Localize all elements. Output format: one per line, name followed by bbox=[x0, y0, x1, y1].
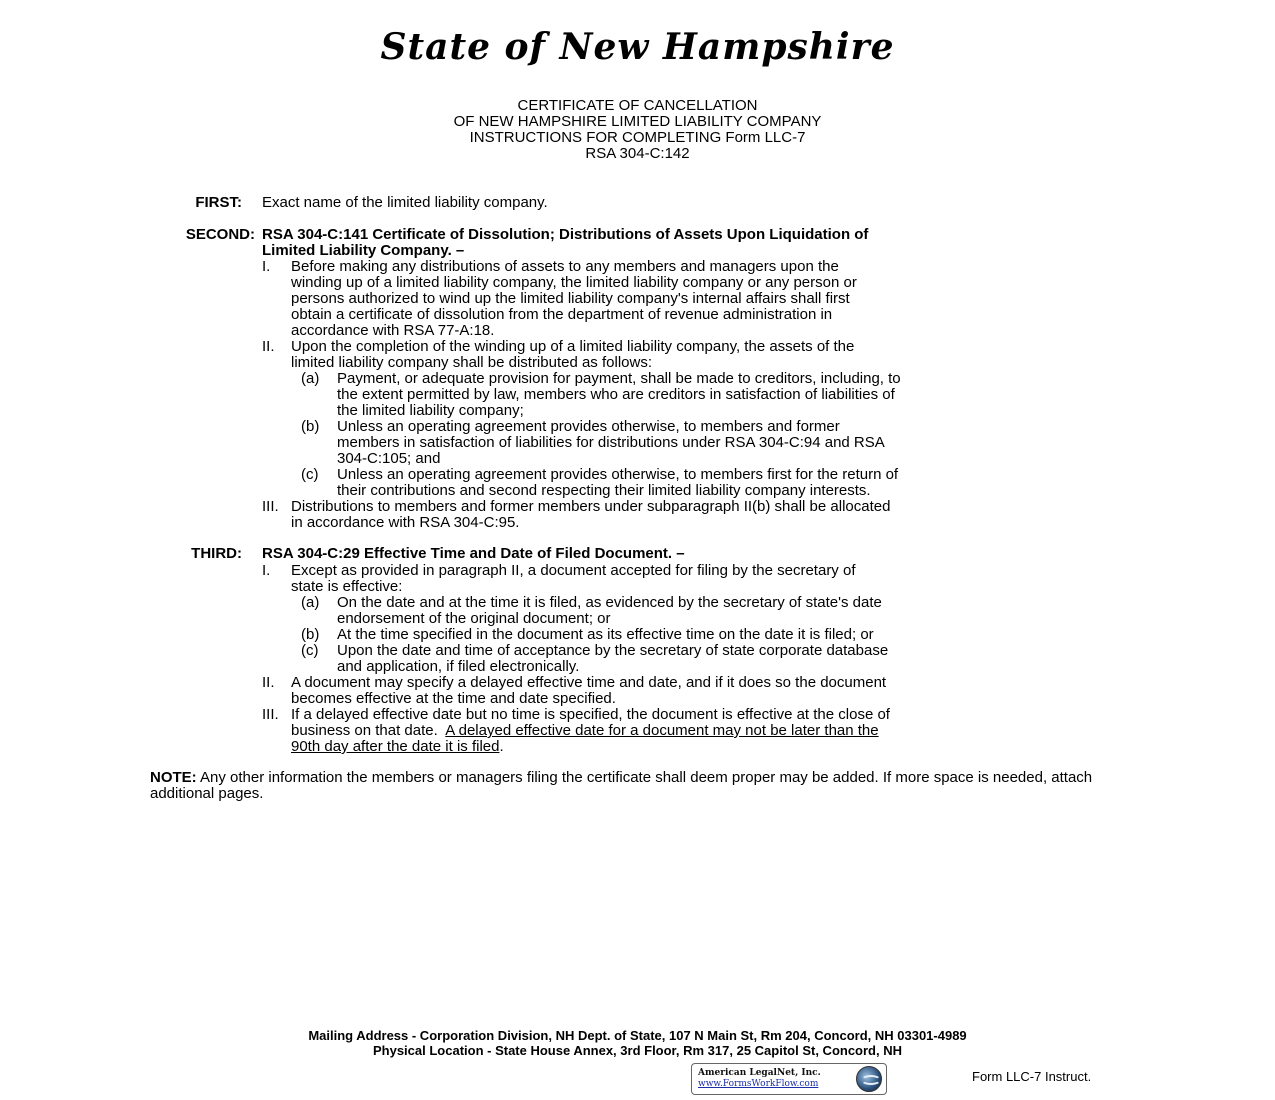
item-line: the extent permitted by law, members who are creditors in satisfaction of liabilities of bbox=[337, 386, 895, 403]
item-text: business on that date. bbox=[291, 722, 446, 739]
subtitle-line: RSA 304-C:142 bbox=[585, 145, 690, 162]
item-line: winding up of a limited liability company, the limited liability company or any person or bbox=[291, 274, 857, 291]
item-line: persons authorized to wind up the limited liability company's internal affairs shall first bbox=[291, 290, 850, 307]
underlined-text: 90th day after the date it is filed bbox=[291, 738, 500, 755]
sub-item-letter: (b) bbox=[301, 418, 320, 435]
sub-item-letter: (a) bbox=[301, 594, 320, 611]
document-subtitle bbox=[0, 98, 1275, 162]
item-line: limited liability company shall be distributed as follows: bbox=[291, 354, 652, 371]
item-line: Payment, or adequate provision for payment, shall be made to creditors, including, to bbox=[337, 370, 901, 387]
sub-item-letter: (c) bbox=[301, 466, 319, 483]
physical-location: Physical Location - State House Annex, 3rd Floor, Rm 317, 25 Capitol St, Concord, NH bbox=[372, 1043, 902, 1058]
item-line: If a delayed effective date but no time is specified, the document is effective at the close of bbox=[291, 706, 890, 723]
logo-company-name: American LegalNet, Inc. bbox=[698, 1068, 821, 1078]
item-line: At the time specified in the document as its effective time on the date it is filed; or bbox=[337, 626, 874, 643]
page-title: State of New Hampshire bbox=[380, 26, 895, 68]
item-line: Upon the date and time of acceptance by the secretary of state corporate database bbox=[337, 642, 889, 659]
item-line: Distributions to members and former members under subparagraph II(b) shall be allocated bbox=[291, 498, 891, 515]
section-label: FIRST: bbox=[195, 194, 242, 211]
item-number: I. bbox=[262, 258, 271, 275]
section-heading: RSA 304-C:29 Effective Time and Date of Filed Document. – bbox=[262, 545, 685, 562]
section-label: SECOND: bbox=[185, 226, 255, 243]
section-heading: RSA 304-C:141 Certificate of Dissolution; Distributions of Assets Upon Liquidation of bbox=[262, 226, 869, 243]
item-text: . bbox=[499, 738, 504, 755]
item-line: Except as provided in paragraph II, a document accepted for filing by the secretary of bbox=[291, 562, 856, 579]
sub-item-letter: (b) bbox=[301, 626, 320, 643]
item-line: Unless an operating agreement provides otherwise, to members first for the return of bbox=[337, 466, 899, 483]
item-line: 304-C:105; and bbox=[337, 450, 441, 467]
item-number: II. bbox=[262, 674, 275, 691]
item-number: III. bbox=[262, 498, 279, 515]
item-line: Before making any distributions of assets to any members and managers upon the bbox=[291, 258, 839, 275]
publisher-logo[interactable] bbox=[691, 1063, 887, 1095]
subtitle-line: CERTIFICATE OF CANCELLATION bbox=[517, 97, 758, 114]
logo-link[interactable]: www.FormsWorkFlow.com bbox=[698, 1079, 819, 1089]
item-line: endorsement of the original document; or bbox=[337, 610, 611, 627]
globe-icon bbox=[856, 1066, 882, 1092]
item-line: obtain a certificate of dissolution from the department of revenue administration in bbox=[291, 306, 833, 323]
item-line: A document may specify a delayed effective time and date, and if it does so the document bbox=[291, 674, 887, 691]
item-line: in accordance with RSA 304-C:95. bbox=[291, 514, 520, 531]
section-label: THIRD: bbox=[191, 545, 242, 562]
section-text: Exact name of the limited liability company. bbox=[262, 194, 548, 211]
item-number: II. bbox=[262, 338, 275, 355]
note-label: NOTE: bbox=[150, 769, 197, 786]
item-number: I. bbox=[262, 562, 271, 579]
underlined-text: A delayed effective date for a document may not be later than the bbox=[445, 722, 879, 739]
item-line bbox=[291, 723, 879, 739]
section-heading: Limited Liability Company. – bbox=[262, 242, 465, 259]
subtitle-line: OF NEW HAMPSHIRE LIMITED LIABILITY COMPANY bbox=[453, 113, 822, 130]
form-id: Form LLC-7 Instruct. bbox=[972, 1069, 1092, 1084]
item-line: Unless an operating agreement provides otherwise, to members and former bbox=[337, 418, 840, 435]
sub-item-letter: (a) bbox=[301, 370, 320, 387]
item-line: and application, if filed electronically. bbox=[337, 658, 580, 675]
item-line: Upon the completion of the winding up of a limited liability company, the assets of the bbox=[291, 338, 855, 355]
mailing-address: Mailing Address - Corporation Division, NH Dept. of State, 107 N Main St, Rm 204, Concord, NH 03301-4989 bbox=[308, 1028, 967, 1043]
item-line: the limited liability company; bbox=[337, 402, 524, 419]
note-paragraph bbox=[150, 770, 1130, 802]
item-number: III. bbox=[262, 706, 279, 723]
subtitle-line: INSTRUCTIONS FOR COMPLETING Form LLC-7 bbox=[469, 129, 806, 146]
note-text: Any other information the members or managers filing the certificate shall deem proper may be added. If more space is needed, attach additional pages. bbox=[150, 769, 1093, 802]
item-line: their contributions and second respecting their limited liability company interests. bbox=[337, 482, 871, 499]
item-line bbox=[291, 739, 504, 755]
item-line: becomes effective at the time and date specified. bbox=[291, 690, 616, 707]
item-line: accordance with RSA 77-A:18. bbox=[291, 322, 495, 339]
sub-item-letter: (c) bbox=[301, 642, 319, 659]
item-line: members in satisfaction of liabilities for distributions under RSA 304-C:94 and RSA bbox=[337, 434, 885, 451]
item-line: On the date and at the time it is filed, as evidenced by the secretary of state's date bbox=[337, 594, 882, 611]
item-line: state is effective: bbox=[291, 578, 403, 595]
